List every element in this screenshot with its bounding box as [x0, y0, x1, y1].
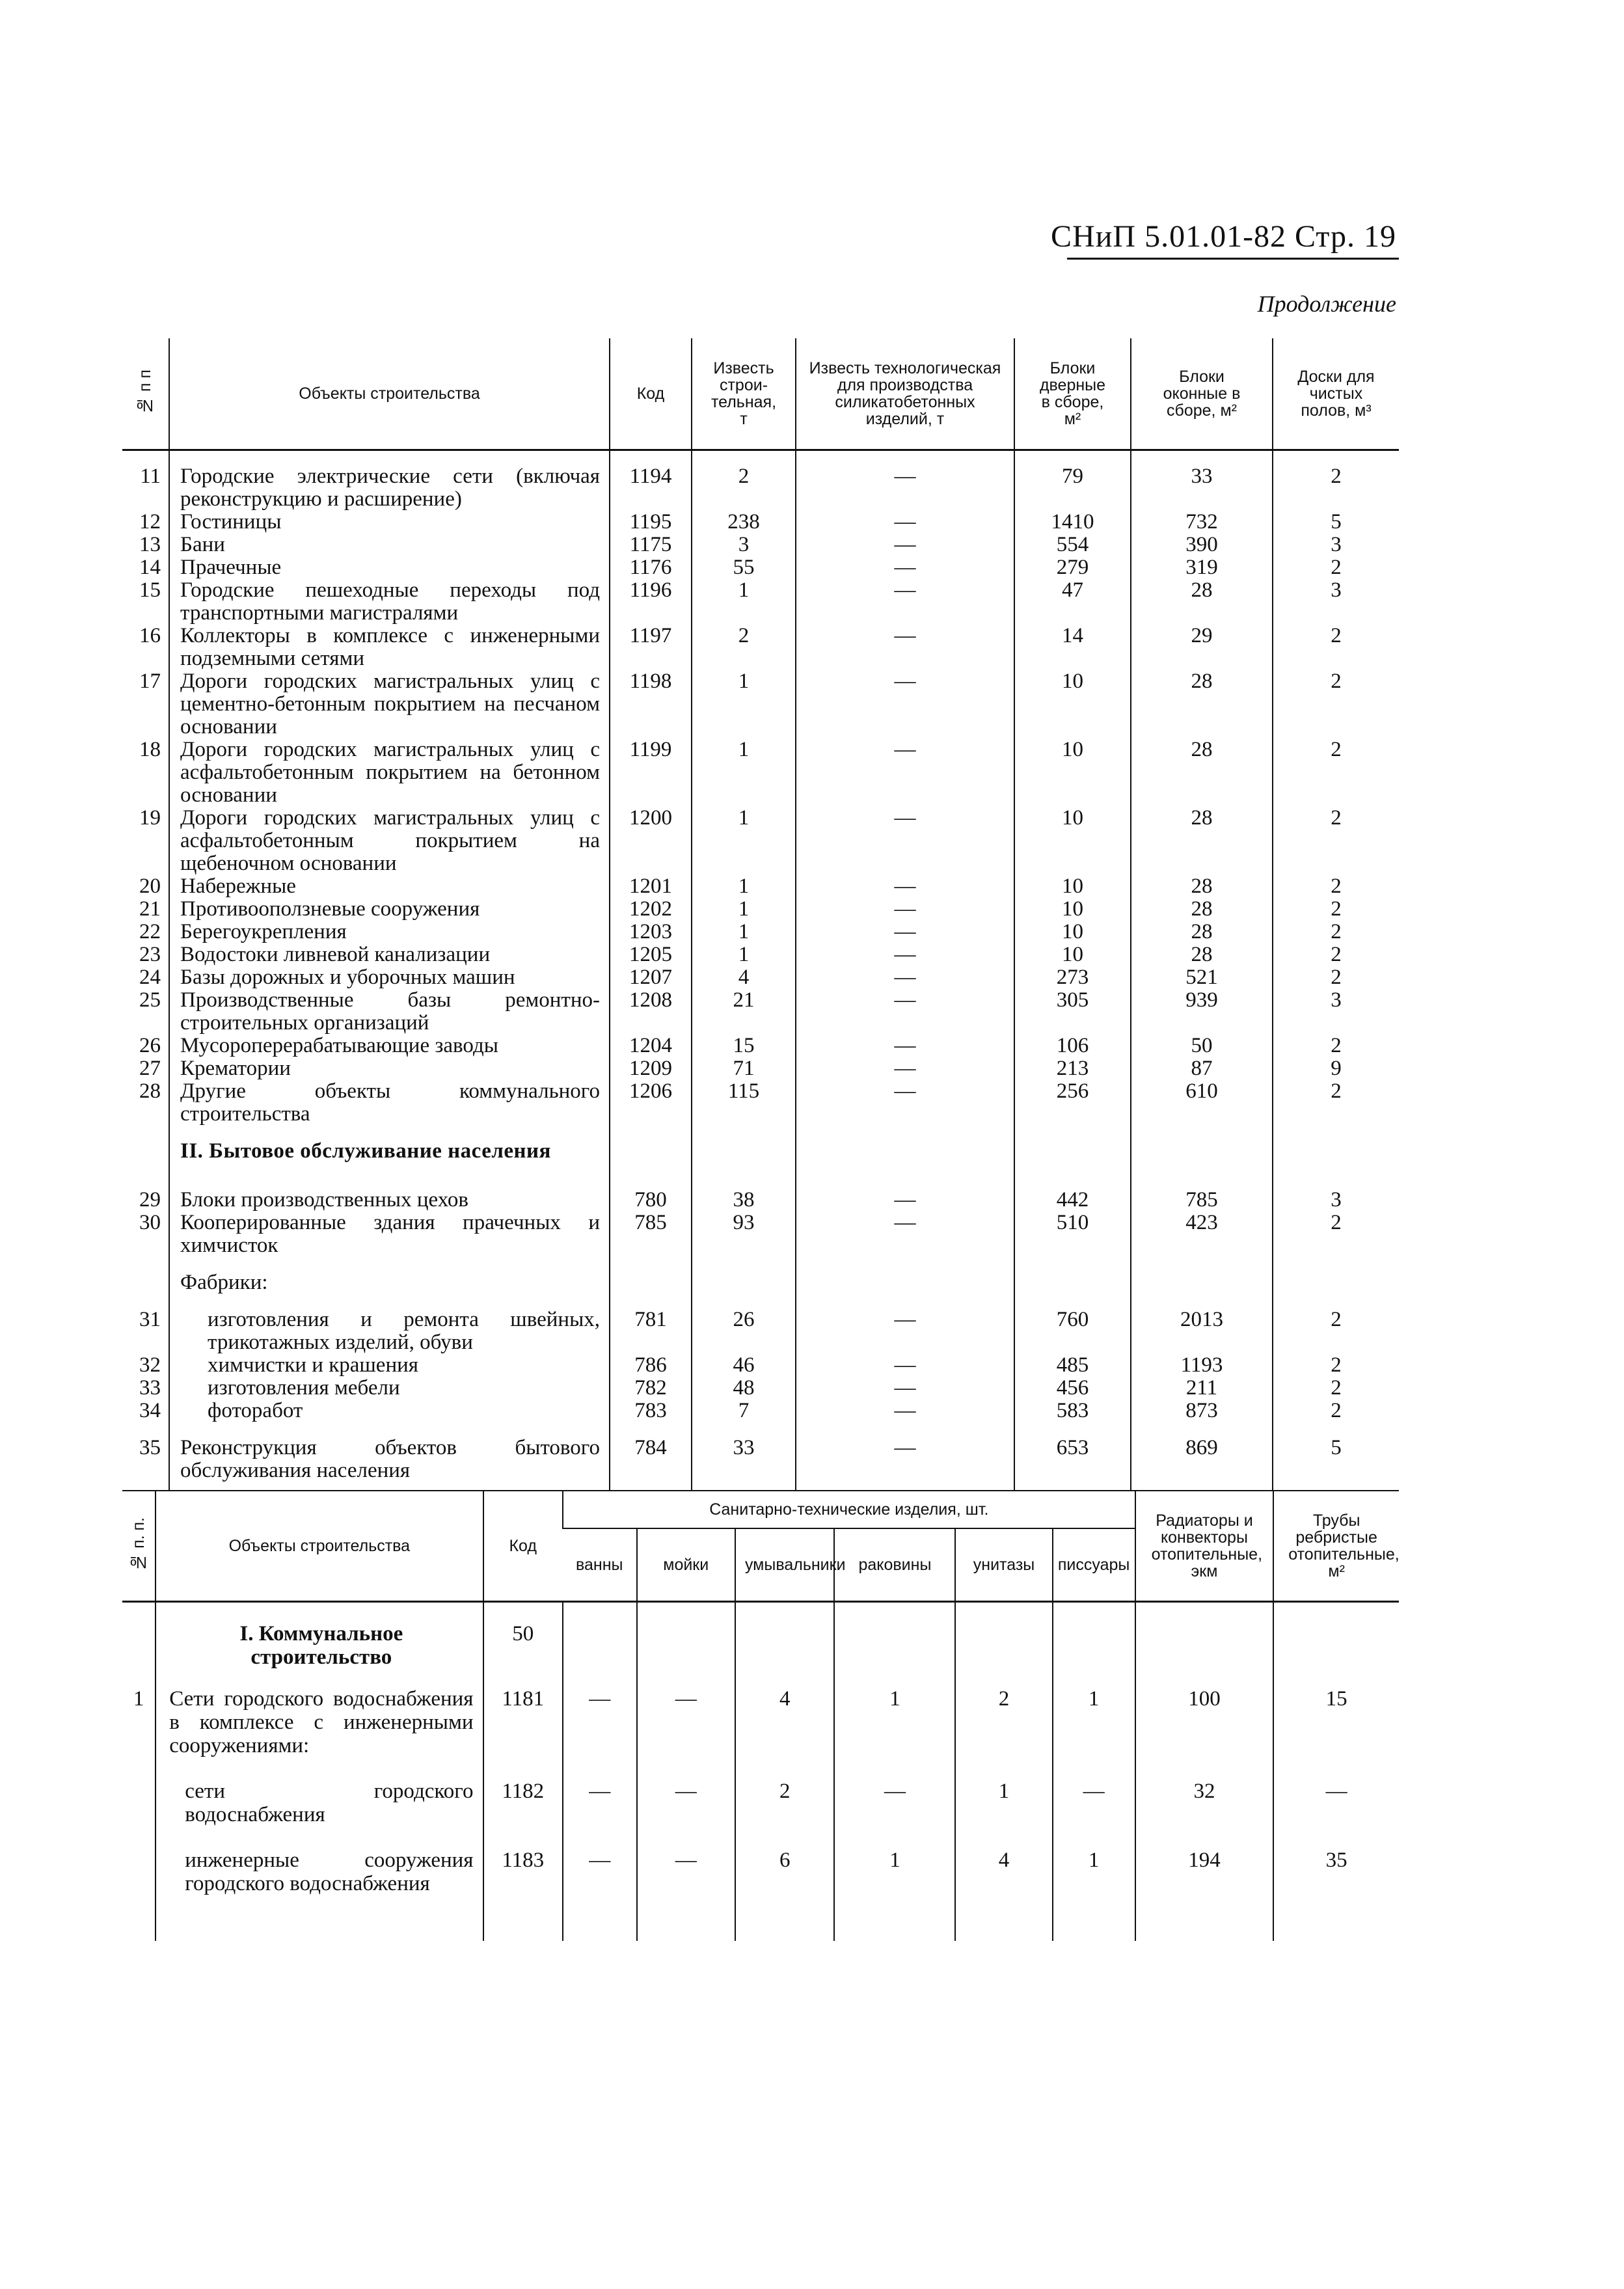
- floors-cell: 2: [1273, 1400, 1399, 1422]
- floors-cell: 5: [1273, 511, 1399, 534]
- floors-cell: 3: [1273, 534, 1399, 556]
- floors-cell: 2: [1273, 943, 1399, 966]
- object-name-cell: Коллекторы в комплексе с инженерными подземными сетями: [169, 625, 610, 670]
- t2-col-group-sanitary: Санитарно-технические изделия, шт.: [563, 1491, 1135, 1528]
- table-row: [122, 807, 1399, 875]
- row-number-cell: 14: [139, 556, 161, 579]
- col-header-lime-tech: Известь технологическая для производства силикатобетонных изделий, т: [796, 338, 1014, 450]
- urinals-cell: 1: [1053, 1826, 1135, 1895]
- object-name-cell: Бани: [169, 534, 610, 556]
- document-reference: СНиП 5.01.01-82 Стр. 19: [1051, 219, 1396, 254]
- object-name-cell: Другие объекты коммунального строительства: [169, 1080, 610, 1126]
- lime-tech-cell: —: [796, 670, 1014, 738]
- object-name-cell: инженерные сооружения городского водоснабжения: [156, 1826, 483, 1895]
- doors-cell: 653: [1014, 1422, 1131, 1491]
- table-row: [122, 1080, 1399, 1126]
- row-number-cell: 24: [139, 966, 161, 989]
- code-cell: 1182: [483, 1757, 563, 1826]
- col-header-doors: Блоки дверные в сборе, м²: [1014, 338, 1131, 450]
- table-row: [122, 1212, 1399, 1257]
- code-cell: 1199: [610, 738, 692, 807]
- table-row: [122, 875, 1399, 898]
- windows-cell: 939: [1131, 989, 1273, 1035]
- t2-col-header-code: Код: [483, 1491, 563, 1602]
- object-name-cell: Мусороперерабатывающие заводы: [169, 1035, 610, 1057]
- code-cell: 1206: [610, 1080, 692, 1126]
- doors-cell: 760: [1014, 1294, 1131, 1354]
- row-number-cell: 26: [139, 1034, 161, 1057]
- windows-cell: 873: [1131, 1400, 1273, 1422]
- urinals-cell: 1: [1053, 1687, 1135, 1757]
- pipes-cell: 15: [1273, 1687, 1399, 1757]
- lime-tech-cell: —: [796, 511, 1014, 534]
- row-number-cell: 31: [139, 1308, 161, 1331]
- code-cell: 781: [610, 1294, 692, 1354]
- floors-cell: 2: [1273, 807, 1399, 875]
- lime-tech-cell: —: [796, 966, 1014, 989]
- lime-tech-cell: —: [796, 1422, 1014, 1491]
- table-row: [122, 534, 1399, 556]
- table-row: [122, 738, 1399, 807]
- table-row: [122, 1294, 1399, 1354]
- code-cell: 1183: [483, 1826, 563, 1895]
- col-header-floors: Доски для чистых полов, м³: [1273, 338, 1399, 450]
- col-header-lime: Известь строи-тельная, т: [692, 338, 796, 450]
- windows-cell: 1193: [1131, 1354, 1273, 1377]
- windows-cell: 610: [1131, 1080, 1273, 1126]
- lime-cell: 7: [692, 1400, 796, 1422]
- row-number-cell: 1: [133, 1687, 144, 1711]
- lime-tech-cell: —: [796, 943, 1014, 966]
- row-number-cell: 12: [139, 510, 161, 534]
- doors-cell: 485: [1014, 1354, 1131, 1377]
- table-row: [122, 1057, 1399, 1080]
- doors-cell: 10: [1014, 670, 1131, 738]
- lime-cell: 33: [692, 1422, 796, 1491]
- basins-cell: —: [834, 1757, 955, 1826]
- table-row: [122, 511, 1399, 534]
- windows-cell: 211: [1131, 1377, 1273, 1400]
- windows-cell: 28: [1131, 807, 1273, 875]
- row-number-cell: 27: [139, 1057, 161, 1080]
- doors-cell: 273: [1014, 966, 1131, 989]
- lime-tech-cell: —: [796, 1035, 1014, 1057]
- radiators-cell: 32: [1135, 1757, 1274, 1826]
- windows-cell: 28: [1131, 943, 1273, 966]
- lime-tech-cell: —: [796, 1400, 1014, 1422]
- table-row: [122, 898, 1399, 921]
- doors-cell: 213: [1014, 1057, 1131, 1080]
- floors-cell: 2: [1273, 670, 1399, 738]
- t2-section-code: 50: [483, 1602, 563, 1688]
- header-rule: [1067, 258, 1399, 260]
- doors-cell: 305: [1014, 989, 1131, 1035]
- object-name-cell: фоторабот: [169, 1400, 610, 1422]
- sinks-cell: —: [637, 1687, 735, 1757]
- row-number-cell: 20: [139, 874, 161, 898]
- lime-tech-cell: —: [796, 875, 1014, 898]
- floors-cell: 2: [1273, 1035, 1399, 1057]
- code-cell: 1204: [610, 1035, 692, 1057]
- doors-cell: 442: [1014, 1174, 1131, 1212]
- continuation-label: Продолжение: [1257, 291, 1396, 317]
- pipes-cell: 35: [1273, 1826, 1399, 1895]
- lime-cell: 15: [692, 1035, 796, 1057]
- table-row: [122, 625, 1399, 670]
- lime-cell: 46: [692, 1354, 796, 1377]
- table-row: [122, 1687, 1399, 1757]
- table2-header-row: [122, 1491, 1399, 1528]
- table-row: [122, 450, 1399, 511]
- row-number-cell: 19: [139, 806, 161, 830]
- t2-col-header-sinks: мойки: [637, 1528, 735, 1602]
- col-header-number: № п п: [122, 338, 169, 450]
- table-row: [122, 921, 1399, 943]
- code-cell: 1200: [610, 807, 692, 875]
- row-number-cell: 21: [139, 897, 161, 921]
- lime-cell: 1: [692, 921, 796, 943]
- sinks-cell: —: [637, 1826, 735, 1895]
- windows-cell: 28: [1131, 670, 1273, 738]
- lime-cell: 38: [692, 1174, 796, 1212]
- windows-cell: 87: [1131, 1057, 1273, 1080]
- lime-tech-cell: —: [796, 625, 1014, 670]
- floors-cell: 2: [1273, 1377, 1399, 1400]
- windows-cell: 2013: [1131, 1294, 1273, 1354]
- object-name-cell: Дороги городских магистральных улиц с асфальтобетонным покрытием на бетонном основании: [169, 738, 610, 807]
- object-name-cell: Блоки производственных цехов: [169, 1174, 610, 1212]
- radiators-cell: 100: [1135, 1687, 1274, 1757]
- lime-tech-cell: —: [796, 738, 1014, 807]
- table-row: [122, 1377, 1399, 1400]
- doors-cell: 256: [1014, 1080, 1131, 1126]
- object-name-cell: Производственные базы ремонтно-строительных организаций: [169, 989, 610, 1035]
- toilets-cell: 2: [955, 1687, 1052, 1757]
- code-cell: 1202: [610, 898, 692, 921]
- code-cell: 780: [610, 1174, 692, 1212]
- windows-cell: 28: [1131, 898, 1273, 921]
- lime-cell: 4: [692, 966, 796, 989]
- code-cell: 1194: [610, 450, 692, 511]
- windows-cell: 28: [1131, 579, 1273, 625]
- code-cell: 1197: [610, 625, 692, 670]
- lime-cell: 2: [692, 625, 796, 670]
- lime-cell: 1: [692, 943, 796, 966]
- floors-cell: 2: [1273, 898, 1399, 921]
- t2-col-header-radiators: Радиаторы и конвекторы отопительные, экм: [1135, 1491, 1274, 1602]
- lime-cell: 1: [692, 807, 796, 875]
- lime-cell: 1: [692, 579, 796, 625]
- object-name-cell: сети городского водоснабжения: [156, 1757, 483, 1826]
- floors-cell: 2: [1273, 1212, 1399, 1257]
- doors-cell: 10: [1014, 898, 1131, 921]
- lime-tech-cell: —: [796, 898, 1014, 921]
- windows-cell: 28: [1131, 738, 1273, 807]
- lime-tech-cell: —: [796, 921, 1014, 943]
- section-row: [122, 1126, 1399, 1174]
- floors-cell: 2: [1273, 966, 1399, 989]
- floors-cell: 9: [1273, 1057, 1399, 1080]
- object-name-cell: Городские электрические сети (включая реконструкцию и расширение): [169, 450, 610, 511]
- object-name-cell: Городские пешеходные переходы под транспортными магистралями: [169, 579, 610, 625]
- object-name-cell: Дороги городских магистральных улиц с цементно-бетонным покрытием на песчаном основании: [169, 670, 610, 738]
- materials-table: [122, 338, 1399, 1491]
- code-cell: 1181: [483, 1687, 563, 1757]
- code-cell: 783: [610, 1400, 692, 1422]
- urinals-cell: —: [1053, 1757, 1135, 1826]
- floors-cell: 3: [1273, 1174, 1399, 1212]
- lime-cell: 1: [692, 738, 796, 807]
- lime-cell: 26: [692, 1294, 796, 1354]
- code-cell: 1175: [610, 534, 692, 556]
- code-cell: 785: [610, 1212, 692, 1257]
- object-name-cell: Крематории: [169, 1057, 610, 1080]
- lime-tech-cell: —: [796, 1057, 1014, 1080]
- doors-cell: 10: [1014, 738, 1131, 807]
- floors-cell: 2: [1273, 875, 1399, 898]
- code-cell: 1196: [610, 579, 692, 625]
- doors-cell: 554: [1014, 534, 1131, 556]
- lime-tech-cell: —: [796, 534, 1014, 556]
- row-number-cell: 15: [139, 578, 161, 602]
- object-name-cell: изготовления мебели: [169, 1377, 610, 1400]
- col-header-windows: Блоки оконные в сборе, м²: [1131, 338, 1273, 450]
- t2-col-header-urinals: писсуары: [1053, 1528, 1135, 1602]
- row-number-cell: 34: [139, 1399, 161, 1422]
- group-label-row: [122, 1257, 1399, 1294]
- row-number-cell: 22: [139, 920, 161, 943]
- row-number-cell: 32: [139, 1353, 161, 1377]
- doors-cell: 10: [1014, 875, 1131, 898]
- object-name-cell: Сети городского водоснабжения в комплексе с инженерными сооружениями:: [156, 1687, 483, 1757]
- t2-col-header-basins: раковины: [834, 1528, 955, 1602]
- doors-cell: 583: [1014, 1400, 1131, 1422]
- floors-cell: 3: [1273, 989, 1399, 1035]
- windows-cell: 423: [1131, 1212, 1273, 1257]
- doors-cell: 10: [1014, 921, 1131, 943]
- lime-cell: 93: [692, 1212, 796, 1257]
- code-cell: 786: [610, 1354, 692, 1377]
- code-cell: 1198: [610, 670, 692, 738]
- lime-cell: 1: [692, 670, 796, 738]
- floors-cell: 5: [1273, 1422, 1399, 1491]
- sanitary-table: [122, 1490, 1399, 1941]
- doors-cell: 79: [1014, 450, 1131, 511]
- table-row: [122, 1757, 1399, 1826]
- lime-tech-cell: —: [796, 450, 1014, 511]
- code-cell: 1203: [610, 921, 692, 943]
- table-row: [122, 1035, 1399, 1057]
- lime-tech-cell: —: [796, 1354, 1014, 1377]
- row-number-cell: 18: [139, 738, 161, 761]
- lime-tech-cell: —: [796, 556, 1014, 579]
- washbasins-cell: 2: [735, 1757, 835, 1826]
- lime-tech-cell: —: [796, 1174, 1014, 1212]
- code-cell: 784: [610, 1422, 692, 1491]
- lime-cell: 48: [692, 1377, 796, 1400]
- basins-cell: 1: [834, 1826, 955, 1895]
- code-cell: 1201: [610, 875, 692, 898]
- baths-cell: —: [563, 1826, 637, 1895]
- object-name-cell: Кооперированные здания прачечных и химчисток: [169, 1212, 610, 1257]
- toilets-cell: 1: [955, 1757, 1052, 1826]
- t2-section-title: I. Коммунальное строительство: [156, 1602, 483, 1688]
- object-name-cell: Набережные: [169, 875, 610, 898]
- table-row: [122, 989, 1399, 1035]
- windows-cell: 29: [1131, 625, 1273, 670]
- col-header-object: Объекты строительства: [169, 338, 610, 450]
- lime-tech-cell: —: [796, 1294, 1014, 1354]
- object-name-cell: Гостиницы: [169, 511, 610, 534]
- code-cell: 1195: [610, 511, 692, 534]
- table-row: [122, 1174, 1399, 1212]
- lime-tech-cell: —: [796, 1377, 1014, 1400]
- code-cell: 1205: [610, 943, 692, 966]
- floors-cell: 2: [1273, 556, 1399, 579]
- floors-cell: 2: [1273, 921, 1399, 943]
- lime-cell: 2: [692, 450, 796, 511]
- baths-cell: —: [563, 1757, 637, 1826]
- lime-cell: 1: [692, 875, 796, 898]
- row-number-cell: [122, 1757, 156, 1826]
- table-row: [122, 579, 1399, 625]
- table-row: [122, 670, 1399, 738]
- toilets-cell: 4: [955, 1826, 1052, 1895]
- doors-cell: 106: [1014, 1035, 1131, 1057]
- windows-cell: 33: [1131, 450, 1273, 511]
- lime-tech-cell: —: [796, 579, 1014, 625]
- washbasins-cell: 6: [735, 1826, 835, 1895]
- doors-cell: 10: [1014, 943, 1131, 966]
- windows-cell: 319: [1131, 556, 1273, 579]
- floors-cell: 2: [1273, 738, 1399, 807]
- pipes-cell: —: [1273, 1757, 1399, 1826]
- floors-cell: 2: [1273, 1294, 1399, 1354]
- object-name-cell: Водостоки ливневой канализации: [169, 943, 610, 966]
- row-number-cell: 16: [139, 624, 161, 647]
- windows-cell: 50: [1131, 1035, 1273, 1057]
- object-name-cell: химчистки и крашения: [169, 1354, 610, 1377]
- sinks-cell: —: [637, 1757, 735, 1826]
- windows-cell: 28: [1131, 921, 1273, 943]
- code-cell: 1176: [610, 556, 692, 579]
- section-title: II. Бытовое обслуживание населения: [169, 1126, 610, 1174]
- code-cell: 782: [610, 1377, 692, 1400]
- object-name-cell: Дороги городских магистральных улиц с асфальтобетонным покрытием на щебеночном основании: [169, 807, 610, 875]
- doors-cell: 1410: [1014, 511, 1131, 534]
- col-header-code: Код: [610, 338, 692, 450]
- lime-cell: 3: [692, 534, 796, 556]
- t2-section-row: [122, 1602, 1399, 1688]
- lime-cell: 21: [692, 989, 796, 1035]
- lime-cell: 71: [692, 1057, 796, 1080]
- object-name-cell: изготовления и ремонта швейных, трикотажных изделий, обуви: [169, 1294, 610, 1354]
- radiators-cell: 194: [1135, 1826, 1274, 1895]
- object-name-cell: Берегоукрепления: [169, 921, 610, 943]
- lime-cell: 238: [692, 511, 796, 534]
- floors-cell: 2: [1273, 1354, 1399, 1377]
- code-cell: 1207: [610, 966, 692, 989]
- t2-col-header-number: № п. п.: [122, 1491, 156, 1602]
- table-row: [122, 1422, 1399, 1491]
- row-number-cell: 11: [140, 465, 161, 488]
- lime-tech-cell: —: [796, 1080, 1014, 1126]
- floors-cell: 3: [1273, 579, 1399, 625]
- t2-col-header-pipes: Трубы ребристые отопительные, м²: [1273, 1491, 1399, 1602]
- baths-cell: —: [563, 1687, 637, 1757]
- row-number-cell: [122, 1826, 156, 1895]
- object-name-cell: Базы дорожных и уборочных машин: [169, 966, 610, 989]
- doors-cell: 10: [1014, 807, 1131, 875]
- floors-cell: 2: [1273, 1080, 1399, 1126]
- object-name-cell: Реконструкция объектов бытового обслуживания населения: [169, 1422, 610, 1491]
- lime-tech-cell: —: [796, 1212, 1014, 1257]
- lime-tech-cell: —: [796, 807, 1014, 875]
- t2-col-header-washbasins: умывальники: [735, 1528, 835, 1602]
- t2-col-header-baths: ванны: [563, 1528, 637, 1602]
- row-number-cell: 29: [139, 1188, 161, 1212]
- lime-tech-cell: —: [796, 989, 1014, 1035]
- table-row: [122, 1826, 1399, 1895]
- basins-cell: 1: [834, 1687, 955, 1757]
- row-number-cell: 25: [139, 988, 161, 1012]
- row-number-cell: 30: [139, 1211, 161, 1234]
- code-cell: 1209: [610, 1057, 692, 1080]
- table-row: [122, 943, 1399, 966]
- row-number-cell: 23: [139, 943, 161, 966]
- doors-cell: 14: [1014, 625, 1131, 670]
- table-row: [122, 1400, 1399, 1422]
- row-number-cell: 28: [139, 1079, 161, 1103]
- floors-cell: 2: [1273, 625, 1399, 670]
- table-row: [122, 1354, 1399, 1377]
- lime-cell: 115: [692, 1080, 796, 1126]
- row-number-cell: 13: [139, 533, 161, 556]
- windows-cell: 869: [1131, 1422, 1273, 1491]
- doors-cell: 456: [1014, 1377, 1131, 1400]
- group-label: Фабрики:: [169, 1257, 610, 1294]
- t2-col-header-object: Объекты строительства: [156, 1491, 483, 1602]
- doors-cell: 47: [1014, 579, 1131, 625]
- table-header-row: [122, 338, 1399, 450]
- windows-cell: 390: [1131, 534, 1273, 556]
- floors-cell: 2: [1273, 450, 1399, 511]
- object-name-cell: Прачечные: [169, 556, 610, 579]
- lime-cell: 55: [692, 556, 796, 579]
- row-number-cell: 33: [139, 1376, 161, 1400]
- windows-cell: 28: [1131, 875, 1273, 898]
- row-number-cell: 17: [139, 670, 161, 693]
- doors-cell: 510: [1014, 1212, 1131, 1257]
- washbasins-cell: 4: [735, 1687, 835, 1757]
- windows-cell: 732: [1131, 511, 1273, 534]
- lime-cell: 1: [692, 898, 796, 921]
- doors-cell: 279: [1014, 556, 1131, 579]
- code-cell: 1208: [610, 989, 692, 1035]
- t2-col-header-toilets: унитазы: [955, 1528, 1052, 1602]
- windows-cell: 521: [1131, 966, 1273, 989]
- row-number-cell: 35: [139, 1436, 161, 1459]
- object-name-cell: Противооползневые сооружения: [169, 898, 610, 921]
- windows-cell: 785: [1131, 1174, 1273, 1212]
- table-row: [122, 966, 1399, 989]
- table-row: [122, 556, 1399, 579]
